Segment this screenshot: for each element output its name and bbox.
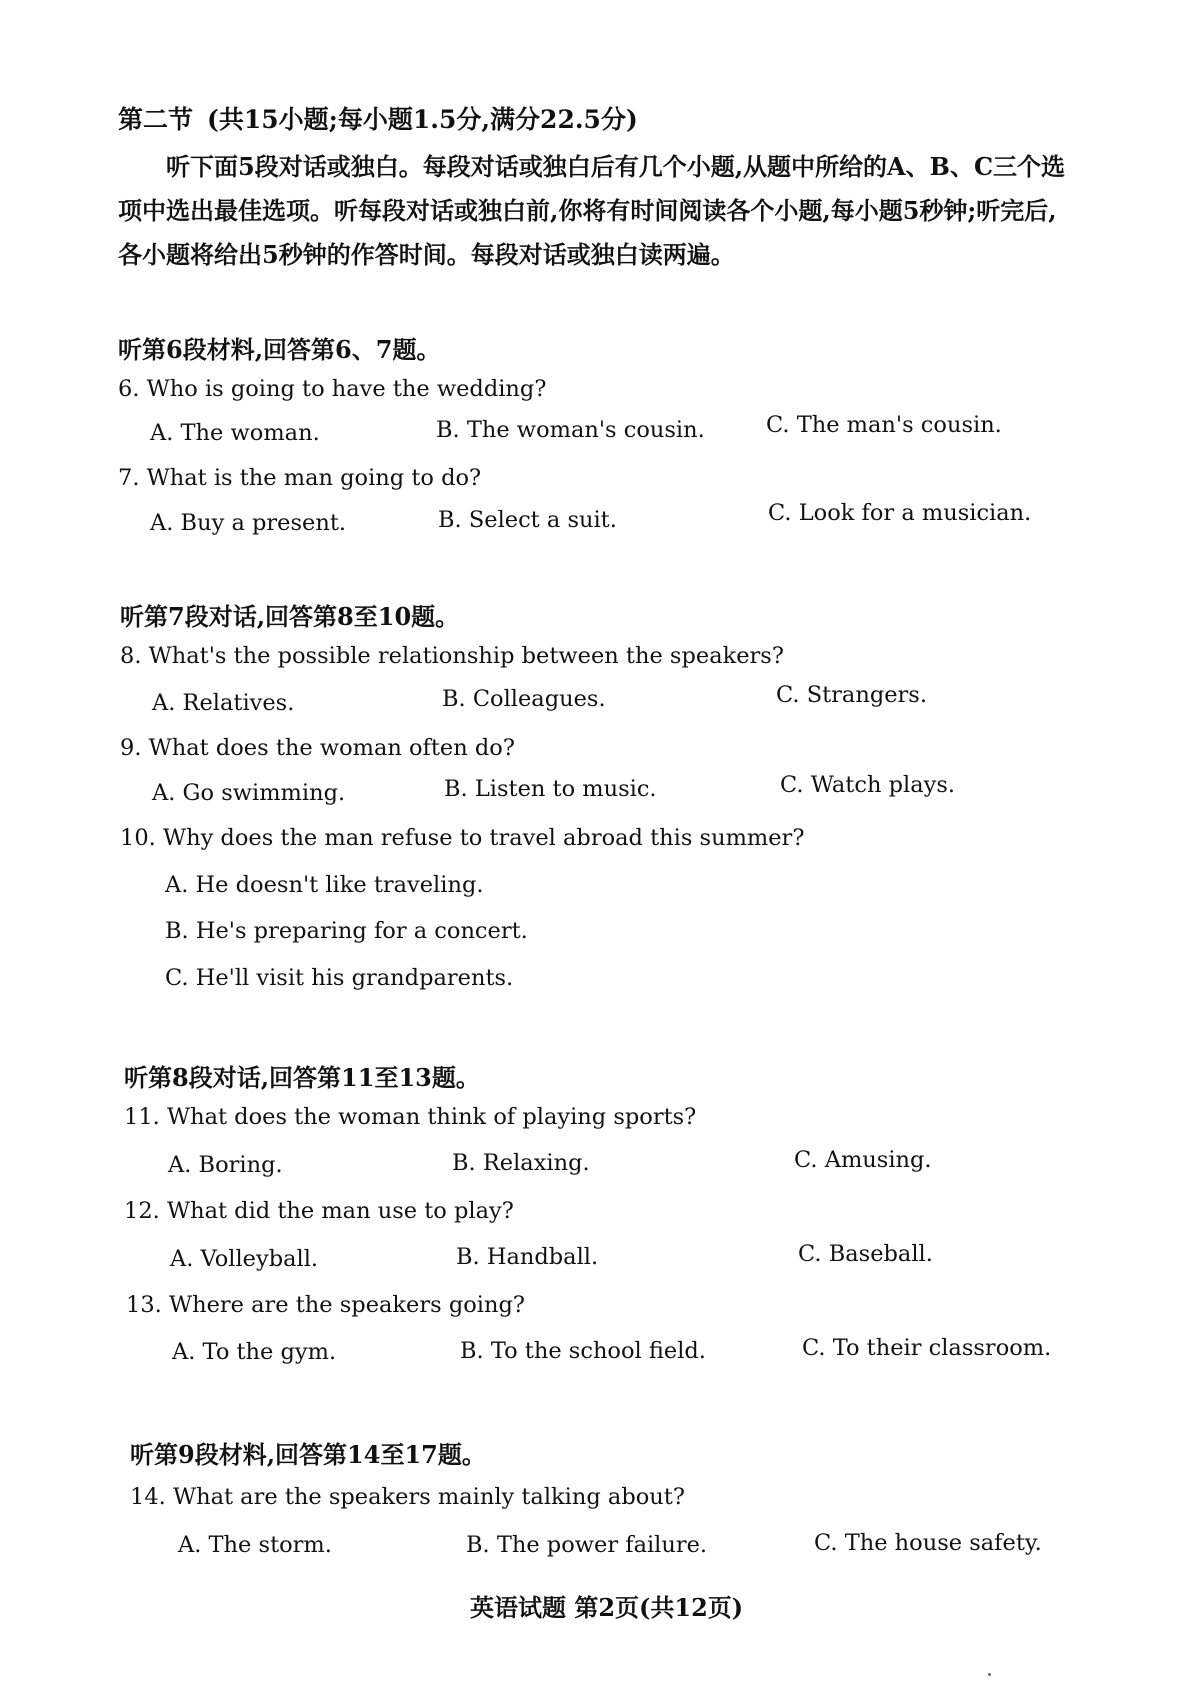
group-heading: 听第7段对话,回答第8至10题。 [120, 602, 460, 631]
question-text: What's the possible relationship between the speakers? [148, 643, 784, 669]
option-c: C. To their classroom. [802, 1335, 1052, 1361]
option-b: B. Handball. [456, 1244, 599, 1270]
option-a: A. He doesn't like traveling. [165, 872, 484, 898]
question-text: What is the man going to do? [146, 465, 482, 491]
section-instructions [118, 145, 1068, 277]
option-b: B. He's preparing for a concert. [165, 918, 528, 944]
option-b: B. Select a suit. [438, 507, 617, 533]
section-title: 第二节 [118, 105, 194, 134]
question-13 [126, 1292, 525, 1318]
option-a: A. Volleyball. [170, 1246, 319, 1272]
question-text: Why does the man refuse to travel abroad this summer? [162, 825, 805, 851]
question-number: 6. [118, 376, 140, 402]
option-b: B. The woman's cousin. [436, 417, 705, 443]
page-footer: 英语试题 第2页(共12页) [470, 1593, 744, 1622]
question-number: 11. [124, 1104, 160, 1130]
option-c: C. The man's cousin. [766, 412, 1002, 438]
option-c: C. He'll visit his grandparents. [165, 965, 514, 991]
question-7 [118, 465, 481, 491]
option-b: B. Listen to music. [444, 776, 657, 802]
question-14 [130, 1484, 685, 1510]
question-number: 8. [120, 643, 142, 669]
question-text: What does the woman think of playing sports? [166, 1104, 697, 1130]
group-heading: 听第6段材料,回答第6、7题。 [118, 335, 441, 364]
question-11 [124, 1104, 696, 1130]
section-heading [118, 100, 638, 136]
group-heading: 听第8段对话,回答第11至13题。 [124, 1063, 480, 1092]
option-c: C. Watch plays. [780, 772, 956, 798]
option-b: B. The power failure. [466, 1532, 708, 1558]
option-c: C. Baseball. [798, 1241, 933, 1267]
section-subtitle: (共15小题;每小题1.5分,满分22.5分) [207, 105, 638, 134]
question-number: 9. [120, 735, 142, 761]
instructions-text: 听下面5段对话或独白。每段对话或独白后有几个小题,从题中所给的A、B、C三个选项中选出最佳选项。听每段对话或独白前,你将有时间阅读各个小题,每小题5秒钟;听完后,各小题将给出5秒钟的作答时间。每段对话或独白读两遍。 [118, 152, 1066, 269]
option-a: A. To the gym. [172, 1339, 337, 1365]
question-10 [120, 825, 804, 851]
option-b: B. To the school field. [460, 1338, 706, 1364]
question-number: 13. [126, 1292, 162, 1318]
option-c: C. Look for a musician. [768, 500, 1032, 526]
question-number: 12. [124, 1198, 160, 1224]
scan-speck [988, 1673, 991, 1676]
option-b: B. Colleagues. [442, 686, 606, 712]
option-c: C. Amusing. [794, 1147, 932, 1173]
question-8 [120, 643, 784, 669]
option-a: A. Go swimming. [152, 780, 346, 806]
option-c: C. Strangers. [776, 682, 928, 708]
question-text: Where are the speakers going? [168, 1292, 525, 1318]
option-a: A. Boring. [168, 1152, 283, 1178]
option-a: A. The woman. [150, 420, 320, 446]
question-9 [120, 735, 515, 761]
option-b: B. Relaxing. [452, 1150, 590, 1176]
question-number: 14. [130, 1484, 166, 1510]
question-number: 7. [118, 465, 140, 491]
option-c: C. The house safety. [814, 1530, 1042, 1556]
question-text: Who is going to have the wedding? [146, 376, 547, 402]
question-text: What does the woman often do? [148, 735, 515, 761]
question-text: What are the speakers mainly talking about? [172, 1484, 685, 1510]
option-a: A. Relatives. [152, 690, 295, 716]
question-text: What did the man use to play? [166, 1198, 514, 1224]
question-6 [118, 376, 546, 402]
group-heading: 听第9段材料,回答第14至17题。 [130, 1440, 486, 1469]
question-12 [124, 1198, 514, 1224]
option-a: A. Buy a present. [150, 510, 347, 536]
option-a: A. The storm. [178, 1532, 332, 1558]
question-number: 10. [120, 825, 156, 851]
